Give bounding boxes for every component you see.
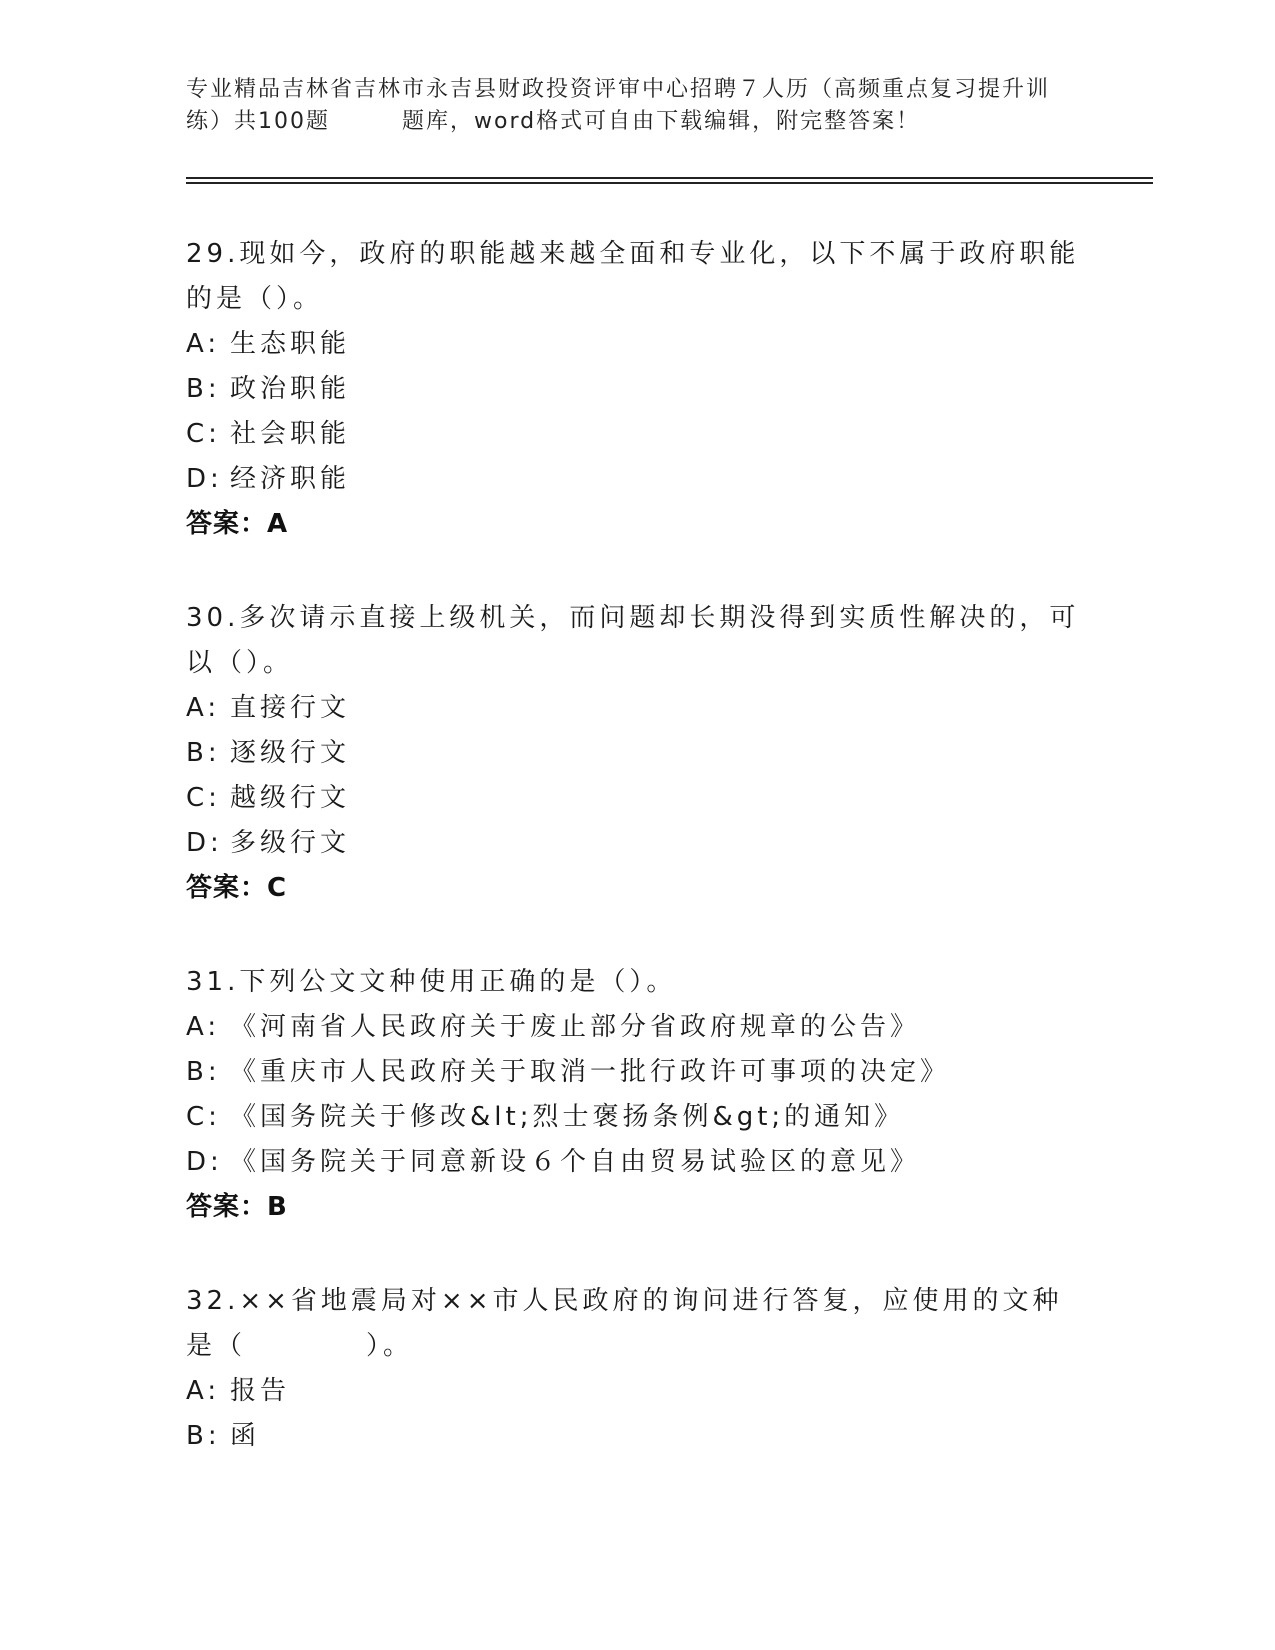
option-text: 《国务院关于同意新设６个自由贸易试验区的意见》 [230, 1147, 921, 1177]
option-key: A: [186, 329, 221, 359]
option-key: A: [186, 1012, 221, 1042]
option-c [186, 1095, 1086, 1140]
option-b [186, 731, 1086, 776]
question-text [186, 960, 1086, 1005]
option-text: 直接行文 [230, 693, 351, 723]
option-a [186, 686, 1086, 731]
option-text: 多级行文 [230, 828, 351, 858]
question-29 [186, 232, 1086, 547]
answer-line: 答案：C [186, 873, 288, 903]
option-text: 《国务院关于修改&lt;烈士褒扬条例&gt;的通知》 [230, 1102, 905, 1132]
option-d [186, 457, 1086, 502]
option-text: 经济职能 [230, 464, 351, 494]
answer-line: 答案：A [186, 509, 289, 539]
question-stem: 现如今，政府的职能越来越全面和专业化，以下不属于政府职能的是（）。 [186, 239, 1080, 314]
option-key: C: [186, 419, 221, 449]
option-key: B: [186, 1421, 221, 1451]
option-key: B: [186, 738, 221, 768]
question-number: 29. [186, 239, 240, 269]
question-stem-end: ）。 [366, 1331, 414, 1361]
option-b [186, 1414, 1086, 1459]
question-text [186, 232, 1086, 322]
question-text [186, 1279, 1086, 1369]
header-download-note: 题库，word格式可自由下载编辑，附完整答案！ [402, 109, 921, 134]
header-divider-top [186, 177, 1153, 179]
option-d [186, 821, 1086, 866]
page-header [186, 74, 1086, 138]
option-key: D: [186, 828, 223, 858]
option-text: 生态职能 [230, 329, 351, 359]
option-text: 《重庆市人民政府关于取消一批行政许可事项的决定》 [230, 1057, 951, 1087]
option-b [186, 367, 1086, 412]
option-key: C: [186, 1102, 221, 1132]
question-number: 30. [186, 603, 240, 633]
option-text: 《河南省人民政府关于废止部分省政府规章的公告》 [230, 1012, 921, 1042]
option-d [186, 1140, 1086, 1185]
option-key: B: [186, 1057, 221, 1087]
option-text: 社会职能 [230, 419, 351, 449]
question-list [186, 232, 1086, 1508]
option-key: C: [186, 783, 221, 813]
question-stem: ××省地震局对××市人民政府的询问进行答复，应使用的文种是（ [186, 1286, 1063, 1361]
header-question-count: 练）共100题 [186, 109, 330, 134]
option-text: 政治职能 [230, 374, 351, 404]
question-stem: 下列公文文种使用正确的是（）。 [239, 967, 677, 997]
option-key: B: [186, 374, 221, 404]
question-text [186, 596, 1086, 686]
option-key: D: [186, 464, 223, 494]
question-30 [186, 596, 1086, 911]
option-key: A: [186, 693, 221, 723]
option-c [186, 776, 1086, 821]
option-key: D: [186, 1147, 223, 1177]
question-stem: 多次请示直接上级机关，而问题却长期没得到实质性解决的，可以（）。 [186, 603, 1080, 678]
option-text: 报告 [230, 1376, 291, 1406]
answer-line: 答案：B [186, 1192, 288, 1222]
option-a [186, 322, 1086, 367]
header-title-line2 [186, 106, 1086, 138]
option-text: 函 [230, 1421, 261, 1451]
header-divider-bottom [186, 182, 1153, 184]
question-number: 32. [186, 1286, 240, 1316]
header-title-line1: 专业精品吉林省吉林市永吉县财政投资评审中心招聘７人历（高频重点复习提升训 [186, 77, 1051, 102]
question-number: 31. [186, 967, 240, 997]
option-text: 逐级行文 [230, 738, 351, 768]
option-a [186, 1005, 1086, 1050]
option-b [186, 1050, 1086, 1095]
option-c [186, 412, 1086, 457]
option-a [186, 1369, 1086, 1414]
option-text: 越级行文 [230, 783, 351, 813]
question-31 [186, 960, 1086, 1230]
question-32 [186, 1279, 1086, 1459]
option-key: A: [186, 1376, 221, 1406]
